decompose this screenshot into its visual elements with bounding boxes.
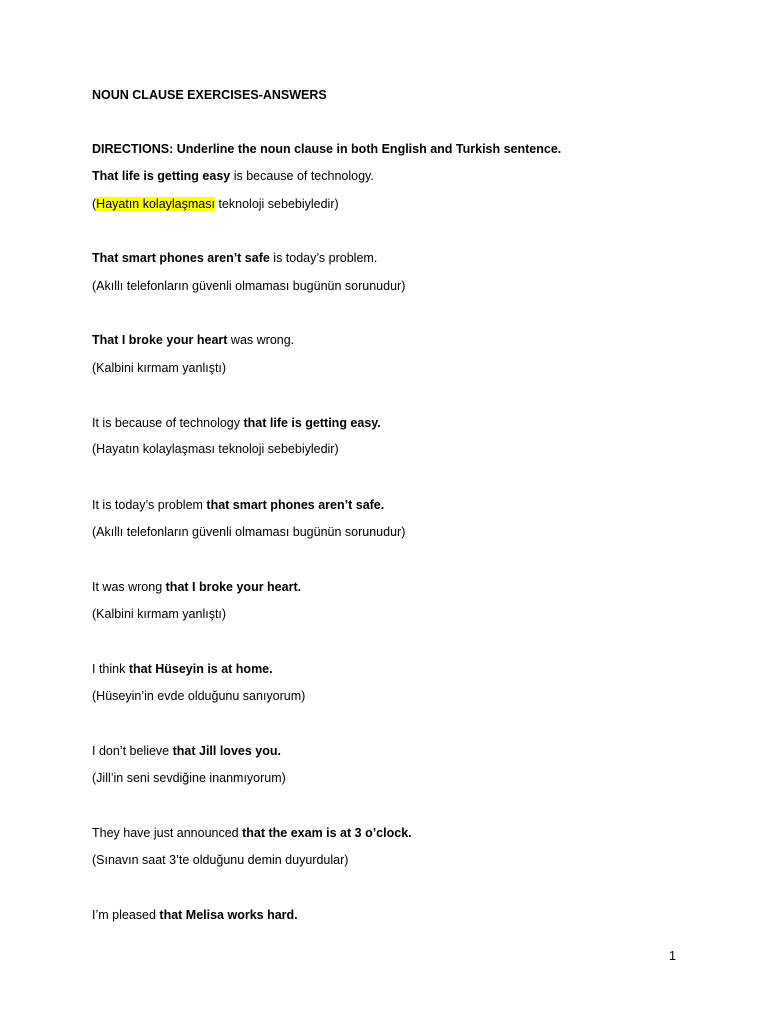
sentence-rest: is today’s problem. — [269, 251, 378, 265]
noun-clause: That I broke your heart — [92, 333, 228, 347]
noun-clause: that the exam is at 3 o’clock. — [242, 826, 412, 840]
exercise-7-english — [92, 661, 273, 677]
sentence-rest: is because of technology. — [230, 169, 374, 183]
exercise-6-english — [92, 579, 301, 595]
exercise-1-turkish — [92, 196, 339, 212]
open-paren: ( — [92, 197, 97, 211]
noun-clause: that life is getting easy. — [243, 416, 381, 430]
sentence-rest: was wrong. — [227, 333, 295, 347]
exercise-9-turkish: (Sınavın saat 3’te olduğunu demin duyurdular) — [92, 853, 349, 867]
exercise-5-turkish: (Akıllı telefonların güvenli olmaması bugünün sorunudur) — [92, 525, 406, 539]
page-number: 1 — [669, 949, 676, 963]
sentence-start: It is because of technology — [92, 416, 244, 430]
exercise-10-english — [92, 907, 298, 923]
exercise-9-english — [92, 825, 412, 841]
exercise-2-english — [92, 250, 377, 266]
noun-clause: that Jill loves you. — [172, 744, 281, 758]
sentence-start: It is today’s problem — [92, 498, 207, 512]
noun-clause: that smart phones aren’t safe. — [206, 498, 385, 512]
sentence-rest: teknoloji sebebiyledir) — [214, 197, 339, 211]
noun-clause: that Hüseyin is at home. — [128, 662, 273, 676]
noun-clause: that Melisa works hard. — [159, 908, 298, 922]
page-title: NOUN CLAUSE EXERCISES-ANSWERS — [92, 88, 327, 102]
exercise-3-turkish: (Kalbini kırmam yanlıştı) — [92, 361, 227, 375]
highlighted-noun-clause: Hayatın kolaylaşması — [96, 197, 215, 211]
exercise-1-english — [92, 168, 374, 184]
exercise-8-english — [92, 743, 281, 759]
exercise-7-turkish: (Hüseyin’in evde olduğunu sanıyorum) — [92, 689, 306, 703]
exercise-2-turkish: (Akıllı telefonların güvenli olmaması bugünün sorunudur) — [92, 279, 406, 293]
noun-clause: That life is getting easy — [92, 169, 231, 183]
sentence-start: I don’t believe — [92, 744, 173, 758]
exercise-4-turkish: (Hayatın kolaylaşması teknoloji sebebiyledir) — [92, 442, 339, 456]
sentence-start: I think — [92, 662, 129, 676]
sentence-start: I’m pleased — [92, 908, 160, 922]
exercise-6-turkish: (Kalbini kırmam yanlıştı) — [92, 607, 227, 621]
exercise-5-english — [92, 497, 384, 513]
exercise-8-turkish: (Jill’in seni sevdiğine inanmıyorum) — [92, 771, 286, 785]
sentence-start: It was wrong — [92, 580, 166, 594]
exercise-3-english — [92, 332, 294, 348]
noun-clause: That smart phones aren’t safe — [92, 251, 270, 265]
noun-clause: that I broke your heart. — [165, 580, 302, 594]
exercise-4-english — [92, 415, 381, 431]
sentence-start: They have just announced — [92, 826, 243, 840]
directions: DIRECTIONS: Underline the noun clause in both English and Turkish sentence. — [92, 142, 562, 156]
